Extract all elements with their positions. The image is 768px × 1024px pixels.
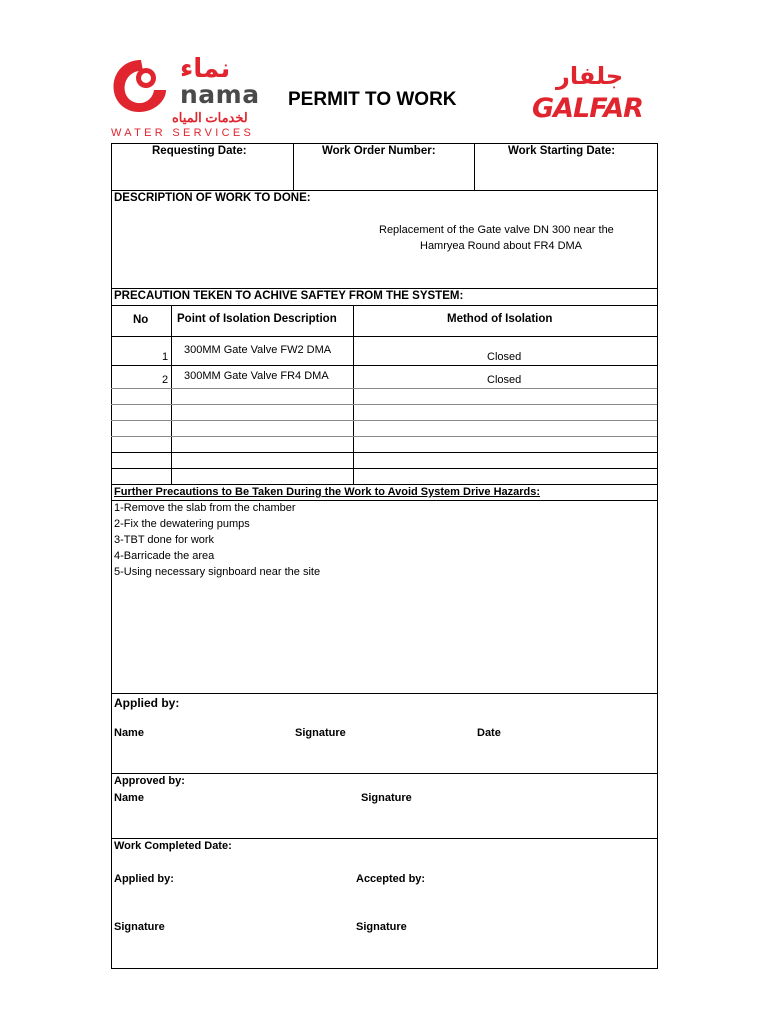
col-header-no: No [133, 314, 149, 326]
completed-accepted-by-label: Accepted by: [356, 873, 426, 885]
list-item: 2-Fix the dewatering pumps [114, 518, 250, 530]
page-title: PERMIT TO WORK [288, 89, 457, 110]
completed-signature-right-label: Signature [356, 921, 407, 933]
precaution-label: PRECAUTION TEKEN TO ACHIVE SAFTEY FROM THE SYSTEM: [114, 290, 464, 302]
approved-name-label: Name [114, 792, 144, 804]
completed-applied-by-label: Applied by: [114, 873, 174, 885]
applied-name-label: Name [114, 727, 144, 739]
work-order-number-label: Work Order Number: [322, 145, 436, 157]
row-method: Closed [487, 374, 522, 386]
nama-subtext: WATER SERVICES [111, 127, 255, 139]
list-item: 1-Remove the slab from the chamber [114, 502, 296, 514]
description-line-1: Replacement of the Gate valve DN 300 near the [379, 224, 614, 236]
list-item: 4-Barricade the area [114, 550, 215, 562]
applied-signature-label: Signature [295, 727, 346, 739]
row-no: 2 [162, 374, 169, 386]
requesting-date-label: Requesting Date: [152, 145, 247, 157]
applied-date-label: Date [477, 727, 501, 739]
description-label: DESCRIPTION OF WORK TO DONE: [114, 192, 311, 204]
list-item: 3-TBT done for work [114, 534, 215, 546]
nama-arabic-text: نماء [180, 54, 231, 84]
work-starting-date-label: Work Starting Date: [508, 145, 616, 157]
galfar-brand-text: GALFAR [532, 93, 643, 124]
approved-signature-label: Signature [361, 792, 412, 804]
nama-brand-text: nama [180, 80, 260, 109]
nama-swirl-icon [108, 56, 174, 118]
approved-by-label: Approved by: [114, 775, 185, 787]
col-header-method: Method of Isolation [447, 313, 553, 325]
list-item: 5-Using necessary signboard near the site [114, 566, 321, 578]
row-no: 1 [162, 351, 169, 363]
col-header-point: Point of Isolation Description [177, 313, 337, 325]
applied-by-label: Applied by: [114, 696, 180, 710]
row-point: 300MM Gate Valve FW2 DMA [184, 344, 332, 356]
row-method: Closed [487, 351, 522, 363]
completed-signature-left-label: Signature [114, 921, 165, 933]
description-line-2: Hamryea Round about FR4 DMA [420, 240, 583, 252]
nama-arabic-subtext: لخدمات المياه [172, 110, 248, 125]
row-point: 300MM Gate Valve FR4 DMA [184, 370, 329, 382]
galfar-arabic-text: جلفار [556, 62, 624, 90]
work-completed-date-label: Work Completed Date: [114, 840, 232, 852]
further-precautions-label: Further Precautions to Be Taken During the Work to Avoid System Drive Hazards: [114, 486, 541, 498]
